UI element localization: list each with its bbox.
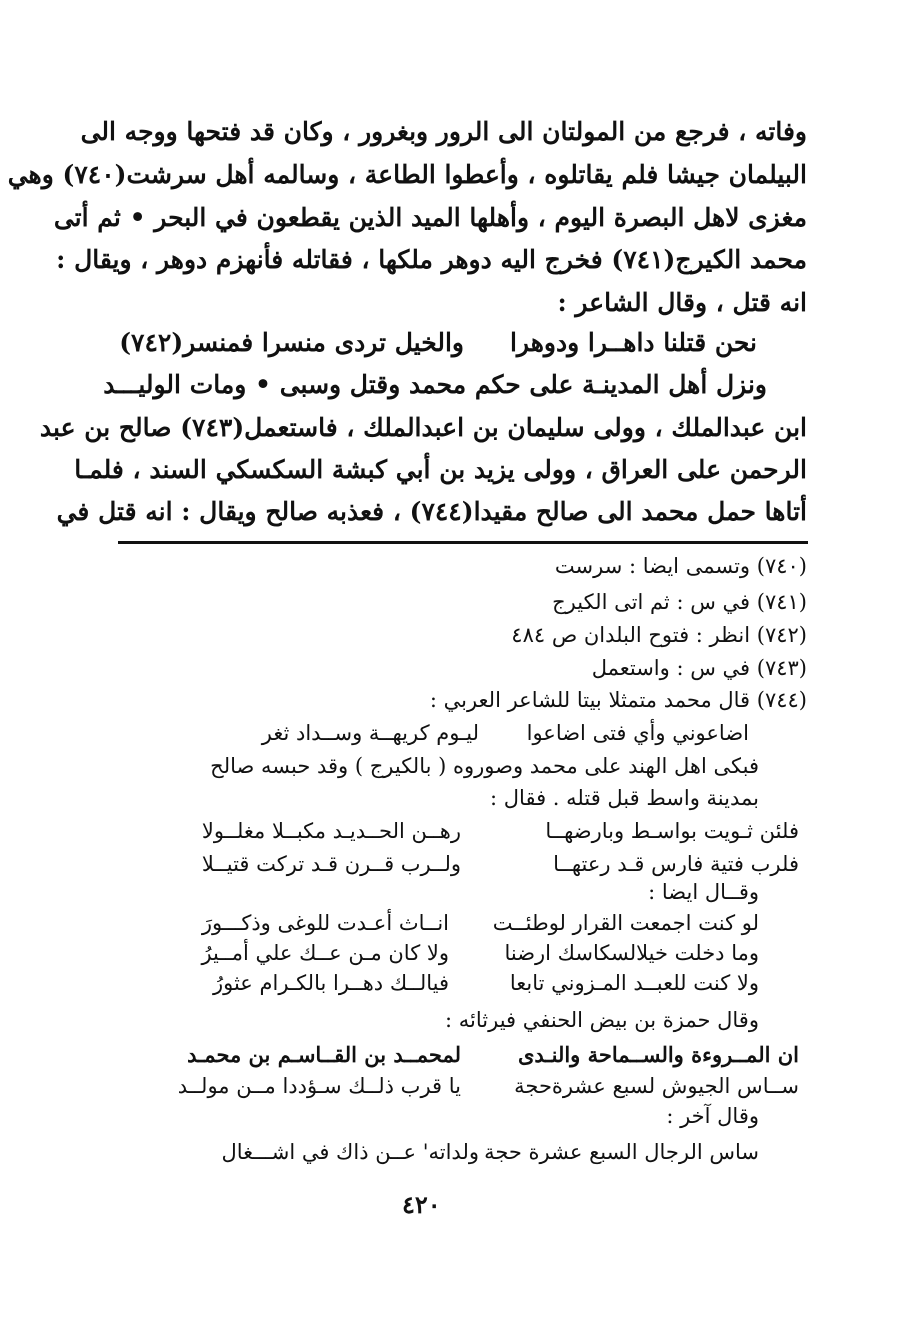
poem2-right: فلئن ثـويت بواسـط وبارضهــا (545, 819, 799, 843)
footnote-number: (٧٤٤) (756, 688, 807, 712)
poem4-right: لو كنت اجمعت القرار لوطئــت (492, 911, 759, 935)
poem1-right: اضاعوني وأي فتى اضاعوا (526, 721, 749, 745)
footnote-text: وتسمى ايضا : سرست (554, 554, 751, 578)
footnote-text-1: فبكى اهل الهند على محمد وصوروه ( بالكيرج ) وقد حبسه صالح (210, 754, 759, 778)
footnote-text-3: وقــال ايضا : (648, 880, 759, 904)
body-line-1: وفاته ، فرجع من المولتان الى الرور وبغرور ، وكان قد فتحها ووجه الى (80, 117, 807, 146)
body-line-6: ونزل أهل المدينـة على حكم محمد وقتل وسبى • ومات الوليـــد (103, 370, 767, 399)
poem4-left: انــاث أعـدت للوغى وذكـــورَ (201, 911, 449, 935)
footnote-740 (555, 554, 807, 578)
footnote-743 (592, 656, 807, 680)
poem7-right: ان المــروءة والســماحة والنـدى (518, 1042, 799, 1067)
poem1-left: ليـوم كريهــة وســداد ثغر (261, 721, 479, 745)
body-line-9: أتاها حمل محمد الى صالح مقيدا(٧٤٤) ، فعذبه صالح ويقال : انه قتل في (56, 497, 807, 526)
footnote-text-5: وقال آخر : (666, 1104, 759, 1128)
verse-left-hemistich: والخيل تردى منسرا فمنسر(٧٤٢) (119, 328, 464, 357)
footnote-744 (430, 688, 807, 712)
footnote-741 (552, 590, 807, 614)
poem9-right: ساس الرجال السبع عشرة حجة (484, 1140, 759, 1164)
footnote-divider (118, 541, 808, 544)
footnote-text: في س : واستعمل (591, 656, 751, 680)
body-line-4: محمد الكيرج(٧٤١) فخرج اليه دوهر ملكها ، فقاتله فأنهزم دوهر ، ويقال : (56, 245, 807, 274)
footnote-text: قال محمد متمثلا بيتا للشاعر العربي : (429, 688, 751, 712)
verse-right-hemistich: نحن قتلنا داهــرا ودوهرا (509, 328, 757, 357)
footnote-text: انظر : فتوح البلدان ص ٤٨٤ (511, 623, 751, 647)
body-line-3: مغزى لاهل البصرة اليوم ، وأهلها الميد الذين يقطعون في البحر • ثم أتى (53, 203, 807, 232)
poem5-left: ولا كان مـن عــك علي أمــيرُ (201, 941, 449, 965)
footnote-742 (511, 623, 807, 647)
footnote-text-4: وقال حمزة بن بيض الحنفي فيرثائه : (445, 1008, 759, 1032)
page-number: ٤٢٠ (402, 1190, 441, 1219)
body-line-8: الرحمن على العراق ، وولى يزيد بن أبي كبشة السكسكي السند ، فلمـا (74, 455, 807, 484)
poem9-left: ولداته' عــن ذاك في اشـــغال (221, 1140, 479, 1164)
poem6-right: ولا كنت للعبــد المـزوني تابعا (509, 971, 759, 995)
footnote-text-2: بمدينة واسط قبل قتله . فقال : (490, 786, 759, 810)
footnote-number: (٧٤٢) (756, 623, 807, 647)
poem8-left: يا قرب ذلــك سـؤددا مــن مولــد (177, 1074, 461, 1098)
footnote-number: (٧٤٣) (756, 656, 807, 680)
poem5-right: وما دخلت خيلالسكاسك ارضنا (504, 941, 759, 965)
poem2-left: رهــن الحــديـد مكبــلا مغلــولا (201, 819, 461, 843)
poem3-right: فلرب فتية فارس قـد رعتهــا (553, 852, 799, 876)
poem3-left: ولــرب قــرن قـد تركت قتيــلا (201, 852, 461, 876)
footnote-number: (٧٤٠) (756, 554, 807, 578)
footnote-number: (٧٤١) (756, 590, 807, 614)
poem6-left: فيالــك دهــرا بالكـرام عثورُ (212, 971, 449, 995)
body-line-5: انه قتل ، وقال الشاعر : (557, 288, 807, 317)
body-line-2: البيلمان جيشا فلم يقاتلوه ، وأعطوا الطاعة ، وسالمه أهل سرشت(٧٤٠) وهي (7, 160, 807, 189)
poem8-right: ســاس الجيوش لسبع عشرةحجة (514, 1074, 799, 1098)
poem7-left: لمحمــد بن القــاسـم بن محمـد (187, 1042, 461, 1067)
footnote-text: في س : ثم اتى الكيرج (552, 590, 751, 614)
body-line-7: ابن عبدالملك ، وولى سليمان بن اعبدالملك ، فاستعمل(٧٤٣) صالح بن عبد (39, 413, 807, 442)
